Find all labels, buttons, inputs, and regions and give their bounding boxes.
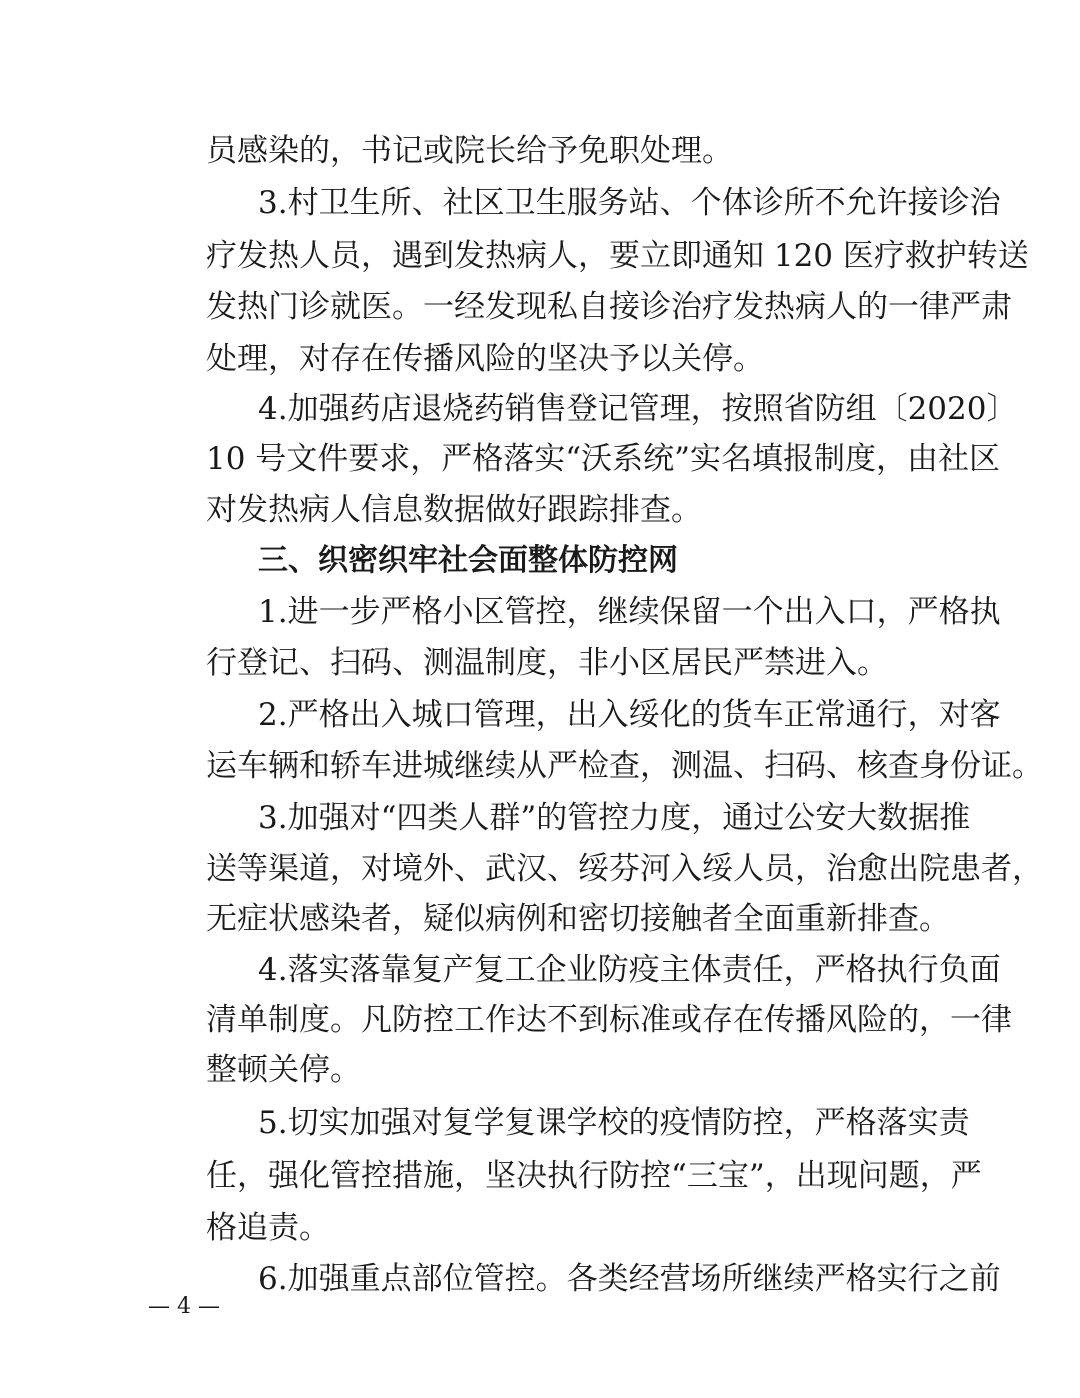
text-line: 运车辆和轿车进城继续从严检查，测温、扫码、核查身份证。 <box>206 748 1043 784</box>
text-line: 10 号文件要求，严格落实“沃系统”实名填报制度，由社区 <box>206 441 1000 477</box>
text-line: 无症状感染者，疑似病例和密切接触者全面重新排查。 <box>206 901 950 937</box>
text-line: 送等渠道，对境外、武汉、绥芬河入绥人员，治愈出院患者， <box>206 851 1043 887</box>
text-line: 对发热病人信息数据做好跟踪排查。 <box>206 492 702 528</box>
text-line: 清单制度。凡防控工作达不到标准或存在传播风险的，一律 <box>206 1002 1012 1038</box>
text-line: 行登记、扫码、测温制度，非小区居民严禁进入。 <box>206 645 888 681</box>
page-number: — 4 — <box>148 1294 220 1319</box>
text-line: 处理，对存在传播风险的坚决予以关停。 <box>206 341 764 377</box>
text-line: 6.加强重点部位管控。各类经营场所继续严格实行之前 <box>258 1261 1001 1297</box>
text-line: 1.进一步严格小区管控，继续保留一个出入口，严格执 <box>258 594 1001 630</box>
text-line: 疗发热人员，遇到发热病人，要立即通知 120 医疗救护转送 <box>206 238 1029 274</box>
text-line: 3.村卫生所、社区卫生服务站、个体诊所不允许接诊治 <box>258 185 1001 221</box>
text-line: 5.切实加强对复学复课学校的疫情防控，严格落实责 <box>258 1105 970 1141</box>
text-line: 4.加强药店退烧药销售登记管理，按照省防组〔2020〕 <box>258 391 1018 427</box>
text-line: 3.加强对“四类人群”的管控力度，通过公安大数据推 <box>258 800 971 836</box>
text-line: 2.严格出入城口管理，出入绥化的货车正常通行，对客 <box>258 697 1001 733</box>
section-heading: 三、织密织牢社会面整体防控网 <box>258 543 678 578</box>
text-line: 4.落实落靠复产复工企业防疫主体责任，严格执行负面 <box>258 952 1001 988</box>
text-line: 整顿关停。 <box>206 1052 361 1088</box>
text-line: 发热门诊就医。一经发现私自接诊治疗发热病人的一律严肃 <box>206 289 1012 325</box>
text-line: 任，强化管控措施，坚决执行防控“三宝”，出现问题，严 <box>206 1158 982 1194</box>
text-line: 员感染的，书记或院长给予免职处理。 <box>206 133 733 169</box>
text-line: 格追责。 <box>206 1210 330 1246</box>
